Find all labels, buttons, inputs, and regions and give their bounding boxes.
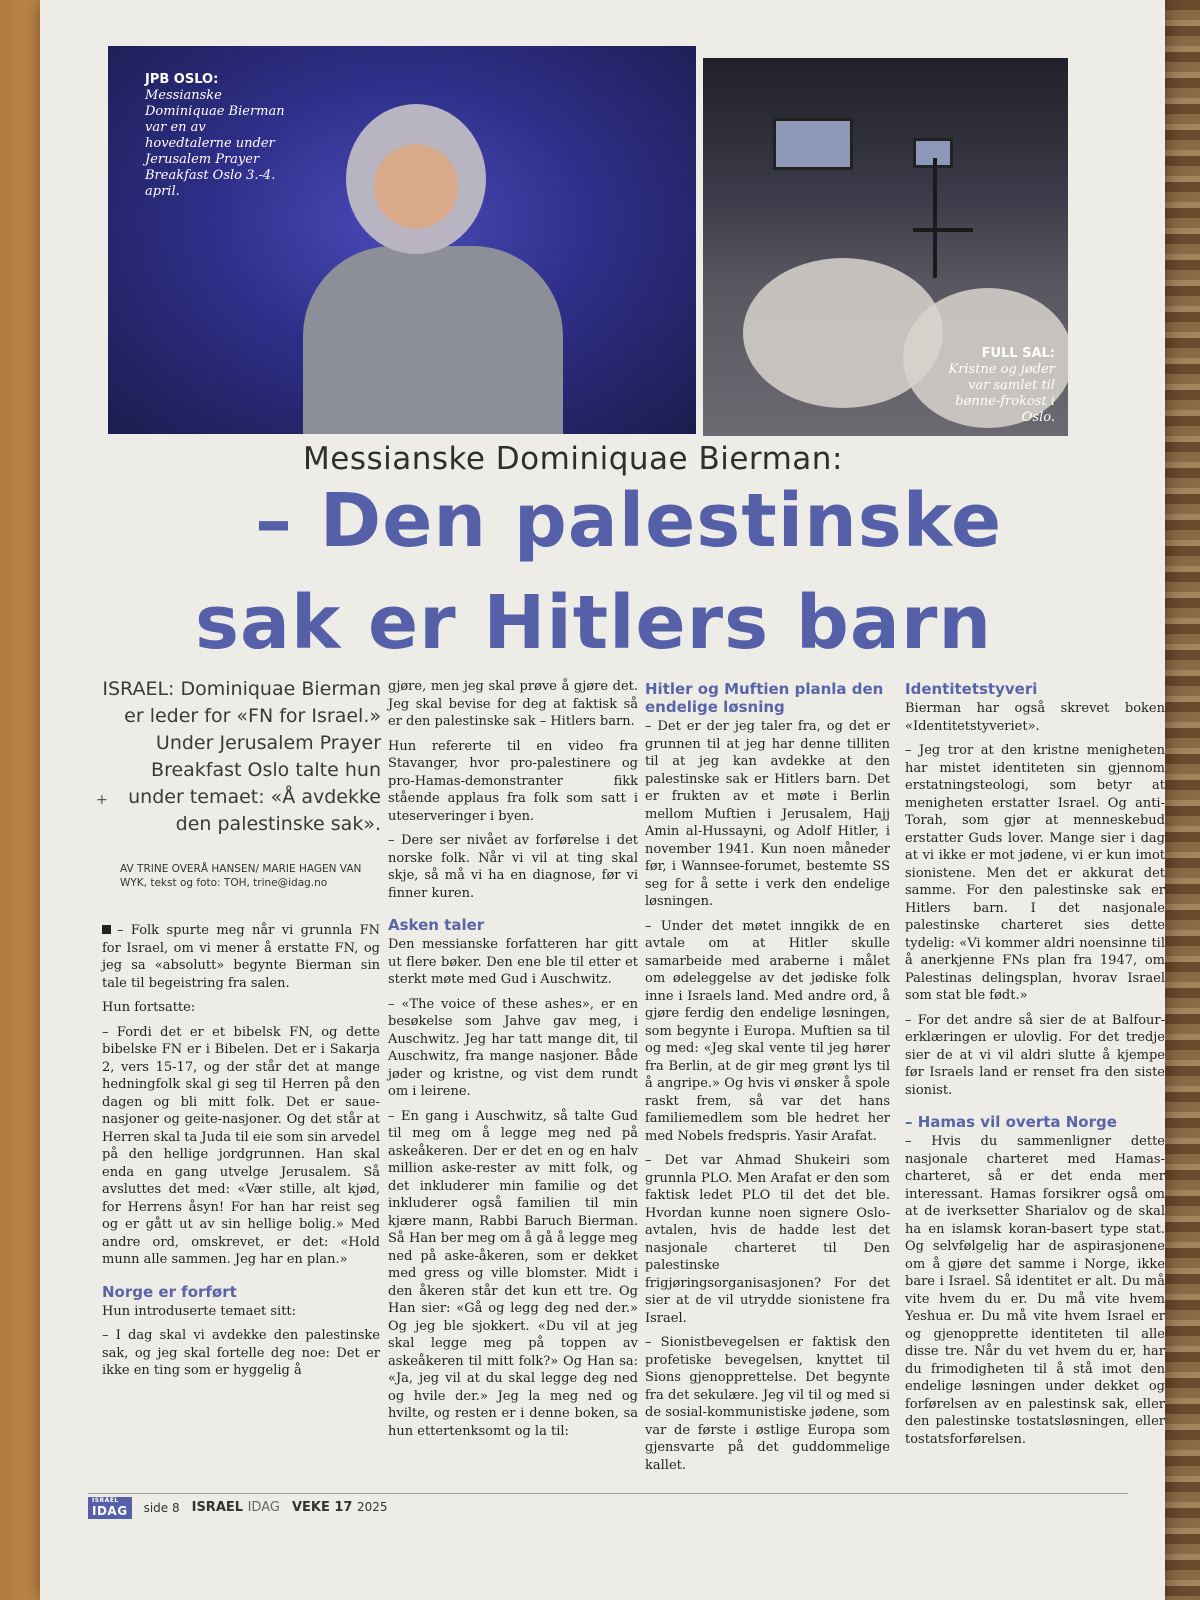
- paragraph: – Dere ser nivået av forførelse i det norske folk. Når vi vil at ting skal skje, så må vi ha en diagnose, før vi finner kuren.: [388, 833, 638, 901]
- subheading: Norge er forført: [102, 1282, 237, 1301]
- article-column-2: [388, 678, 638, 1447]
- paragraph-text: – Folk spurte meg når vi grunnla FN for Israel, om vi mener å erstatte FN, og jeg sa «absolutt» begynte Bierman sin tale til begeistring fra salen.: [102, 923, 380, 991]
- paragraph: Hun refererte til en video fra Stavanger, hvor pro-palestinere og pro-Hamas-demonstranter fikk stående applaus fra folk som satt i uteserveringer i byen.: [388, 738, 638, 824]
- photo-caption-right: [940, 346, 1055, 426]
- paragraph: – For det andre så sier de at Balfour-erklæringen er ulovlig. For det tredje sier de at vi vil aldri slutte å kjempe før Israels land er renset fra den siste sionist.: [905, 1012, 1165, 1098]
- paragraph: – Hvis du sammenligner dette nasjonale charteret med Hamas-charteret, så er det enda mer interessant. Hamas forsikrer også om at de iverksetter Sharialov og de skal ha en islamsk koran-basert type stat. Og selvfølgelig har de aspirasjonene om å gjøre det samme i Norge, ikke bare i Israel. Så identitet er alt. Du må vite hvem du er. Du må vite hvem Yeshua er. Du må vite hvem Israel er og gjenopprette identiteten til alle disse tre. Når du vet hvem du er, har du frimodigheten til å stå imot den endelige løsningen under dekket og forførelsen av en palestinsk sak, eller den palestinske tostatsløsningen, eller tostatsforførelsen.: [905, 1134, 1165, 1447]
- caption-label: FULL SAL:: [981, 346, 1055, 361]
- projection-screen: [773, 118, 853, 170]
- speaker-head: [346, 104, 486, 254]
- publication-name-main: ISRAEL: [191, 1500, 244, 1515]
- issue-week: [292, 1500, 388, 1515]
- article-lede: ISRAEL: Dominiquae Bierman er leder for «FN for Israel.» Under Jerusalem Prayer Breakfast Oslo talte hun under temaet: «Å avdekke den palestinske sak».: [102, 678, 381, 835]
- paragraph: – En gang i Auschwitz, så talte Gud til meg om å legge meg ned på askeåkeren. Der er det en og en halv million aske-rester av mitt folk, og det inkluderer min familie og det inkluderer også familien til min kjære mann, Rabbi Baruch Bierman. Så Han ber meg om å gå å legge meg ned på aske-åkeren, som er dekket med gress og ville blomster. Midt i den åkeren står det kun ett tre. Og Han sier: «Gå og legg deg ned der.» Og jeg ble sjokkert. «Du vil at jeg skal legge meg på toppen av askeåkeren til mitt folk?» Og Han sa: «Ja, jeg vil at du skal legge deg ned og hvile der.» Jeg la meg ned og hvilte, og resten er i denne boken, sa hun ettertenksomt og la til:: [388, 1108, 638, 1439]
- paragraph: – Under det møtet inngikk de en avtale om at Hitler skulle samarbeide med araberne i målet om ødeleggelse av det jødiske folk inne i Israels land. Med andre ord, å gjøre ferdig den endelige løsningen, som begynte i Europa. Muftien sa til og med: «Jeg skal vente til jeg hører fra Berlin, at de gir meg grønt lys til å angripe.» Og hvis vi ønsker å spole raskt frem, så var det hans familiemedlem som ble hedret her med Nobels fredspris. Yasir Arafat.: [645, 918, 890, 1144]
- week-number: VEKE 17: [291, 1500, 353, 1515]
- article-column-1: [102, 922, 380, 1387]
- paragraph: gjøre, men jeg skal prøve å gjøre det. Jeg skal bevise for deg at faktisk så er den palestinske sak – Hitlers barn.: [388, 679, 638, 729]
- paragraph: Bierman har også skrevet boken «Identitetstyveriet».: [905, 701, 1165, 734]
- page-footer: [88, 1493, 1128, 1521]
- menorah-icon: [933, 158, 937, 278]
- article-byline: AV TRINE OVERÅ HANSEN/ MARIE HAGEN VAN WYK, tekst og foto: TOH, trine@idag.no: [120, 863, 362, 889]
- article-column-4: [905, 680, 1165, 1455]
- page-number: side 8: [143, 1500, 180, 1515]
- paragraph: – I dag skal vi avdekke den palestinske sak, og jeg skal fortelle deg noe: Det er ikke en ting som er hyggelig å: [102, 1328, 380, 1378]
- headline-line-2: sak er Hitlers barn: [195, 580, 993, 666]
- caption-text: Kristne og jøder var samlet til bønne-frokost i Oslo.: [948, 362, 1055, 425]
- subheading: Identitetstyveri: [905, 680, 1038, 698]
- subheading: – Hamas vil overta Norge: [905, 1113, 1117, 1131]
- speaker-figure: [303, 246, 563, 434]
- photo-caption-left: [145, 72, 290, 200]
- paragraph: – Sionistbevegelsen er faktisk den profetiske bevegelsen, knyttet til Sions gjenopprettelse. Det begynte fra det sekulære. Jeg vil til og med si de sosial-kommunistiske jødene, som var de første i østlige Europa som gjensvarte på det guddommelige kallet.: [645, 1335, 890, 1473]
- paragraph: Hun introduserte temaet sitt:: [102, 1303, 297, 1319]
- article-kicker: Messianske Dominiquae Bierman:: [303, 441, 843, 477]
- paragraph: – Det er der jeg taler fra, og det er grunnen til at jeg har denne tilliten til at jeg kan avdekke at den palestinske sak er Hitlers barn. Det er frukten av et møte i Berlin mellom Muftien i Jerusalem, Hajj Amin al-Hussayni, og Adolf Hitler, i november 1941. Kun noen måneder før, i Wannsee-forumet, bestemte SS seg for å sette i verk den endelige løsningen.: [645, 719, 890, 909]
- paragraph: Hun fortsatte:: [102, 1000, 196, 1015]
- paragraph: Den messianske forfatteren har gitt ut flere bøker. Den ene ble til etter et sterkt møte med Gud i Auschwitz.: [388, 937, 638, 987]
- issue-year: 2025: [356, 1500, 388, 1514]
- paragraph: – Jeg tror at den kristne menigheten har mistet identiteten sin gjennom erstatningsteologi, som betyr at menigheten erstatter Israel. Og anti-Torah, som gjør at menneskebud erstatter Guds lover. Mange sier i dag at vi ikke er mot jødene, vi er kun imot sionistene. Men det er akkurat det samme. For den palestinske sak er Hitlers barn. I det nasjonale palestinske charteret sies dette tydelig: «Vi kommer aldri noensinne til å anerkjenne FNs plan fra 1947, om Palestinas delingsplan, hvorav Israel som stat ble født.»: [905, 743, 1165, 1003]
- subheading: Hitler og Muftien planla den endelige løsning: [645, 680, 884, 716]
- publication-name: [192, 1500, 280, 1515]
- idag-logo: [88, 1497, 132, 1519]
- subheading: Asken taler: [388, 916, 485, 934]
- headline-line-1: – Den palestinske: [255, 478, 1003, 564]
- paragraph: – Det var Ahmad Shukeiri som grunnla PLO. Men Arafat er den som faktisk ledet PLO til det det ble. Hvordan kunne noen signere Oslo-avtalen, hvis de hadde lest det nasjonale charteret til Den palestinske frigjøringsorganisasjonen? For det sier at de vil utrydde sionistene fra Israel.: [645, 1153, 890, 1326]
- logo-top-text: ISRAEL: [92, 1496, 119, 1504]
- article-column-3: [645, 680, 890, 1481]
- caption-text: Messianske Dominiquae Bierman var en av hovedtalerne under Jerusalem Prayer Breakfast Oslo 3.-4. april.: [145, 88, 285, 199]
- start-square-icon: [102, 925, 111, 934]
- crosshair-mark: +: [96, 792, 108, 808]
- paragraph: – «The voice of these ashes», er en besøkelse som Jahve gav meg, i Auschwitz. Jeg har tatt mange dit, til Auschwitz, fra mange nasjoner. Både jøder og kristne, og vist dem rundt om i leirene.: [388, 996, 638, 1099]
- menorah-arm: [913, 228, 973, 232]
- caption-label: JPB OSLO:: [145, 72, 219, 87]
- paragraph: – Fordi det er et bibelsk FN, og dette bibelske FN er i Bibelen. Det er i Sakarja 2, vers 15-17, og der står det at mange hedningfolk skal gi seg til Herren på den dagen og bli mitt folk. Det er saue-nasjoner og geite-nasjoner. Og det står at Herren skal ta Juda til eie som sin arvedel på den hellige jordgrunnen. Han skal enda en gang utvelge Jerusalem. Så avsluttes det med: «Vær stille, alt kjød, for Herrens åsyn! For han har reist seg og er gått ut av sin hellige bolig.» Med andre ord, omskrevet, er det: «Hold munn alle sammen. Jeg har en plan.»: [102, 1024, 380, 1267]
- publication-name-suffix: IDAG: [247, 1500, 280, 1515]
- logo-text: IDAG: [92, 1503, 128, 1518]
- paragraph: [102, 922, 380, 992]
